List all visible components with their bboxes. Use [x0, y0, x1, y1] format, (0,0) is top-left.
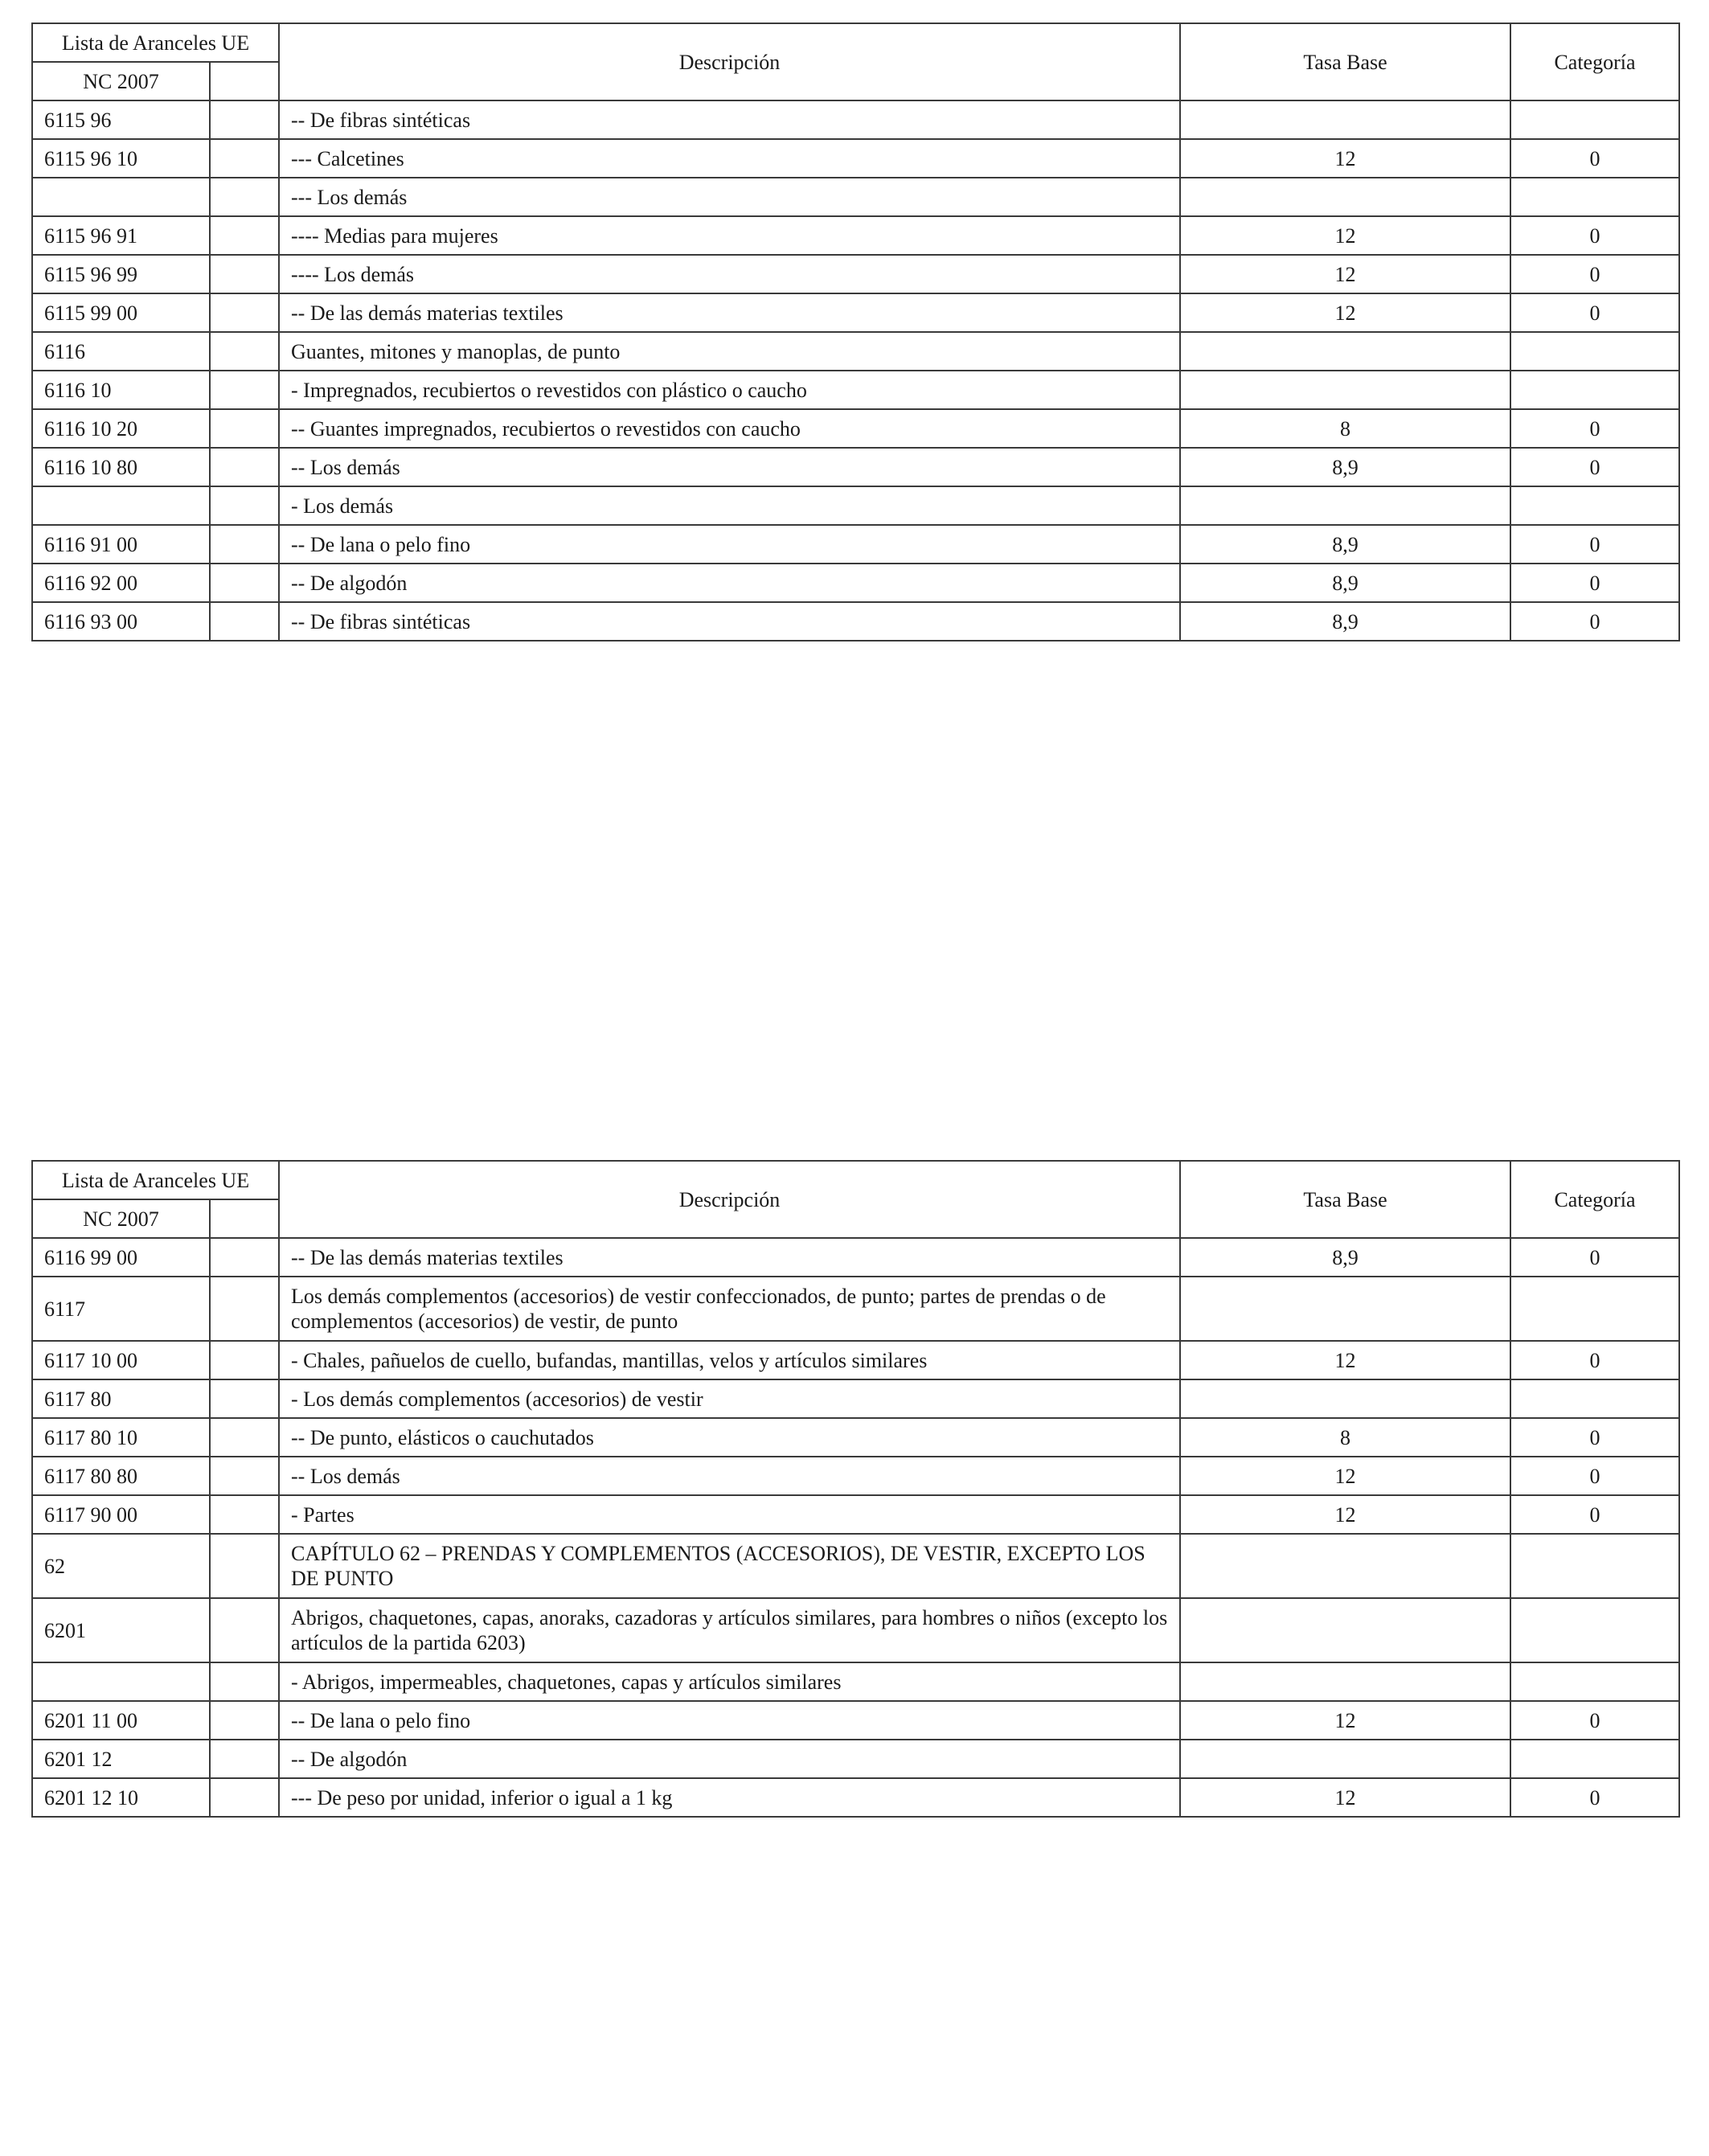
- description-cell: -- De algodón: [279, 1740, 1180, 1778]
- nc-code-cell: 6117 80 10: [32, 1418, 210, 1457]
- categoria-cell: 0: [1510, 564, 1679, 602]
- description-cell: - Abrigos, impermeables, chaquetones, capas y artículos similares: [279, 1662, 1180, 1701]
- nc-code-cell: 6115 96 99: [32, 255, 210, 293]
- description-cell: Guantes, mitones y manoplas, de punto: [279, 332, 1180, 371]
- table-row: [32, 1379, 1679, 1418]
- tasa-base-cell: [1180, 1534, 1510, 1598]
- nc-code-cell: 6117 10 00: [32, 1341, 210, 1379]
- categoria-cell: [1510, 1740, 1679, 1778]
- tasa-base-cell: 12: [1180, 1341, 1510, 1379]
- header-nc-2007: NC 2007: [32, 62, 210, 100]
- nc-code-cell: 6116 91 00: [32, 525, 210, 564]
- table-row: [32, 1778, 1679, 1817]
- table-row: [32, 293, 1679, 332]
- tasa-base-cell: 12: [1180, 1701, 1510, 1740]
- blank-cell: [210, 448, 279, 486]
- tasa-base-cell: [1180, 100, 1510, 139]
- header-categoria: Categoría: [1510, 1161, 1679, 1238]
- nc-code-cell: 6116: [32, 332, 210, 371]
- header-descripcion: Descripción: [279, 23, 1180, 100]
- table-row: [32, 1534, 1679, 1598]
- nc-code-cell: 6201 11 00: [32, 1701, 210, 1740]
- categoria-cell: 0: [1510, 448, 1679, 486]
- table-row: [32, 100, 1679, 139]
- table-row: [32, 216, 1679, 255]
- tasa-base-cell: [1180, 332, 1510, 371]
- tasa-base-cell: [1180, 371, 1510, 409]
- nc-code-cell: 6116 10 80: [32, 448, 210, 486]
- blank-cell: [210, 371, 279, 409]
- categoria-cell: 0: [1510, 1341, 1679, 1379]
- blank-cell: [210, 1379, 279, 1418]
- categoria-cell: 0: [1510, 255, 1679, 293]
- blank-cell: [210, 1238, 279, 1277]
- description-cell: -- De las demás materias textiles: [279, 1238, 1180, 1277]
- description-cell: -- De algodón: [279, 564, 1180, 602]
- categoria-cell: 0: [1510, 1418, 1679, 1457]
- categoria-cell: [1510, 100, 1679, 139]
- categoria-cell: 0: [1510, 1495, 1679, 1534]
- tasa-base-cell: [1180, 1277, 1510, 1341]
- blank-cell: [210, 178, 279, 216]
- table-row: [32, 1740, 1679, 1778]
- nc-code-cell: 6117: [32, 1277, 210, 1341]
- categoria-cell: 0: [1510, 216, 1679, 255]
- description-cell: -- De punto, elásticos o cauchutados: [279, 1418, 1180, 1457]
- table-row: [32, 139, 1679, 178]
- blank-cell: [210, 100, 279, 139]
- nc-code-cell: 6201 12 10: [32, 1778, 210, 1817]
- nc-code-cell: [32, 178, 210, 216]
- header-lista-aranceles: Lista de Aranceles UE: [32, 1161, 279, 1199]
- tasa-base-cell: 12: [1180, 216, 1510, 255]
- table-row: [32, 1495, 1679, 1534]
- categoria-cell: 0: [1510, 1238, 1679, 1277]
- blank-cell: [210, 1740, 279, 1778]
- table-2-body: [32, 1161, 1679, 1817]
- tariff-table-1: [31, 23, 1680, 641]
- blank-cell: [210, 486, 279, 525]
- blank-cell: [210, 525, 279, 564]
- nc-code-cell: 6201 12: [32, 1740, 210, 1778]
- nc-code-cell: [32, 1662, 210, 1701]
- description-cell: -- Los demás: [279, 1457, 1180, 1495]
- description-cell: - Chales, pañuelos de cuello, bufandas, mantillas, velos y artículos similares: [279, 1341, 1180, 1379]
- description-cell: ---- Los demás: [279, 255, 1180, 293]
- table-row: [32, 178, 1679, 216]
- blank-cell: [210, 332, 279, 371]
- categoria-cell: [1510, 371, 1679, 409]
- header-categoria: Categoría: [1510, 23, 1679, 100]
- categoria-cell: 0: [1510, 1778, 1679, 1817]
- table-row: [32, 1418, 1679, 1457]
- categoria-cell: [1510, 1277, 1679, 1341]
- tasa-base-cell: [1180, 1598, 1510, 1662]
- blank-cell: [210, 564, 279, 602]
- header-nc-2007: NC 2007: [32, 1199, 210, 1238]
- tasa-base-cell: [1180, 1740, 1510, 1778]
- tasa-base-cell: 12: [1180, 1457, 1510, 1495]
- header-descripcion: Descripción: [279, 1161, 1180, 1238]
- description-cell: -- De fibras sintéticas: [279, 602, 1180, 641]
- blank-cell: [210, 1457, 279, 1495]
- nc-code-cell: 6115 96 91: [32, 216, 210, 255]
- blank-cell: [210, 293, 279, 332]
- categoria-cell: 0: [1510, 1457, 1679, 1495]
- nc-code-cell: 6116 10 20: [32, 409, 210, 448]
- table-row: [32, 371, 1679, 409]
- description-cell: ---- Medias para mujeres: [279, 216, 1180, 255]
- blank-cell: [210, 1495, 279, 1534]
- tariff-table-2: [31, 1160, 1680, 1818]
- tasa-base-cell: 12: [1180, 1778, 1510, 1817]
- blank-cell: [210, 1418, 279, 1457]
- table-row: [32, 525, 1679, 564]
- table-row: [32, 564, 1679, 602]
- categoria-cell: [1510, 1662, 1679, 1701]
- categoria-cell: 0: [1510, 602, 1679, 641]
- categoria-cell: 0: [1510, 1701, 1679, 1740]
- table-1-body: [32, 23, 1679, 641]
- categoria-cell: 0: [1510, 293, 1679, 332]
- nc-code-cell: 6117 80 80: [32, 1457, 210, 1495]
- description-cell: -- Los demás: [279, 448, 1180, 486]
- nc-code-cell: [32, 486, 210, 525]
- tasa-base-cell: 8: [1180, 1418, 1510, 1457]
- description-cell: - Impregnados, recubiertos o revestidos con plástico o caucho: [279, 371, 1180, 409]
- description-cell: --- Calcetines: [279, 139, 1180, 178]
- description-cell: -- De las demás materias textiles: [279, 293, 1180, 332]
- header-lista-aranceles: Lista de Aranceles UE: [32, 23, 279, 62]
- categoria-cell: [1510, 1534, 1679, 1598]
- nc-code-cell: 6115 96: [32, 100, 210, 139]
- blank-cell: [210, 1341, 279, 1379]
- categoria-cell: [1510, 486, 1679, 525]
- blank-cell: [210, 216, 279, 255]
- blank-cell: [210, 255, 279, 293]
- tasa-base-cell: 8: [1180, 409, 1510, 448]
- table-row: [32, 1277, 1679, 1341]
- tasa-base-cell: 8,9: [1180, 525, 1510, 564]
- description-cell: - Partes: [279, 1495, 1180, 1534]
- tasa-base-cell: 8,9: [1180, 448, 1510, 486]
- header-blank-cell: [210, 62, 279, 100]
- nc-code-cell: 6115 99 00: [32, 293, 210, 332]
- tasa-base-cell: [1180, 178, 1510, 216]
- categoria-cell: [1510, 332, 1679, 371]
- nc-code-cell: 6115 96 10: [32, 139, 210, 178]
- table-row: [32, 602, 1679, 641]
- table-row: [32, 1341, 1679, 1379]
- blank-cell: [210, 1534, 279, 1598]
- tasa-base-cell: 12: [1180, 255, 1510, 293]
- description-cell: -- De lana o pelo fino: [279, 1701, 1180, 1740]
- tasa-base-cell: 12: [1180, 139, 1510, 178]
- table-row: [32, 1701, 1679, 1740]
- blank-cell: [210, 1277, 279, 1341]
- categoria-cell: 0: [1510, 409, 1679, 448]
- blank-cell: [210, 1598, 279, 1662]
- blank-cell: [210, 1662, 279, 1701]
- categoria-cell: [1510, 1379, 1679, 1418]
- table-row: [32, 1662, 1679, 1701]
- categoria-cell: [1510, 178, 1679, 216]
- table-row: [32, 332, 1679, 371]
- blank-cell: [210, 1701, 279, 1740]
- table-row: [32, 448, 1679, 486]
- nc-code-cell: 6117 80: [32, 1379, 210, 1418]
- table-row: [32, 1457, 1679, 1495]
- table-row: [32, 1238, 1679, 1277]
- categoria-cell: 0: [1510, 525, 1679, 564]
- tasa-base-cell: [1180, 1379, 1510, 1418]
- nc-code-cell: 6116 10: [32, 371, 210, 409]
- nc-code-cell: 6201: [32, 1598, 210, 1662]
- tasa-base-cell: 8,9: [1180, 1238, 1510, 1277]
- tasa-base-cell: 8,9: [1180, 564, 1510, 602]
- header-tasa-base: Tasa Base: [1180, 1161, 1510, 1238]
- tasa-base-cell: 12: [1180, 1495, 1510, 1534]
- header-row: [32, 1161, 1679, 1199]
- description-cell: Los demás complementos (accesorios) de vestir confeccionados, de punto; partes de prendas o de complementos (accesorios) de vestir, de punto: [279, 1277, 1180, 1341]
- nc-code-cell: 62: [32, 1534, 210, 1598]
- description-cell: - Los demás: [279, 486, 1180, 525]
- tasa-base-cell: 8,9: [1180, 602, 1510, 641]
- table-row: [32, 255, 1679, 293]
- description-cell: -- Guantes impregnados, recubiertos o revestidos con caucho: [279, 409, 1180, 448]
- header-blank-cell: [210, 1199, 279, 1238]
- nc-code-cell: 6116 93 00: [32, 602, 210, 641]
- description-cell: - Los demás complementos (accesorios) de vestir: [279, 1379, 1180, 1418]
- tasa-base-cell: 12: [1180, 293, 1510, 332]
- categoria-cell: [1510, 1598, 1679, 1662]
- tasa-base-cell: [1180, 486, 1510, 525]
- table-row: [32, 486, 1679, 525]
- nc-code-cell: 6116 99 00: [32, 1238, 210, 1277]
- nc-code-cell: 6117 90 00: [32, 1495, 210, 1534]
- description-cell: -- De fibras sintéticas: [279, 100, 1180, 139]
- blank-cell: [210, 1778, 279, 1817]
- nc-code-cell: 6116 92 00: [32, 564, 210, 602]
- categoria-cell: 0: [1510, 139, 1679, 178]
- description-cell: --- Los demás: [279, 178, 1180, 216]
- blank-cell: [210, 409, 279, 448]
- description-cell: -- De lana o pelo fino: [279, 525, 1180, 564]
- table-row: [32, 409, 1679, 448]
- blank-cell: [210, 139, 279, 178]
- description-cell: CAPÍTULO 62 – PRENDAS Y COMPLEMENTOS (ACCESORIOS), DE VESTIR, EXCEPTO LOS DE PUNTO: [279, 1534, 1180, 1598]
- tasa-base-cell: [1180, 1662, 1510, 1701]
- header-row: [32, 23, 1679, 62]
- header-tasa-base: Tasa Base: [1180, 23, 1510, 100]
- table-row: [32, 1598, 1679, 1662]
- description-cell: Abrigos, chaquetones, capas, anoraks, cazadoras y artículos similares, para hombres o niños (excepto los artículos de la partida 6203): [279, 1598, 1180, 1662]
- blank-cell: [210, 602, 279, 641]
- description-cell: --- De peso por unidad, inferior o igual a 1 kg: [279, 1778, 1180, 1817]
